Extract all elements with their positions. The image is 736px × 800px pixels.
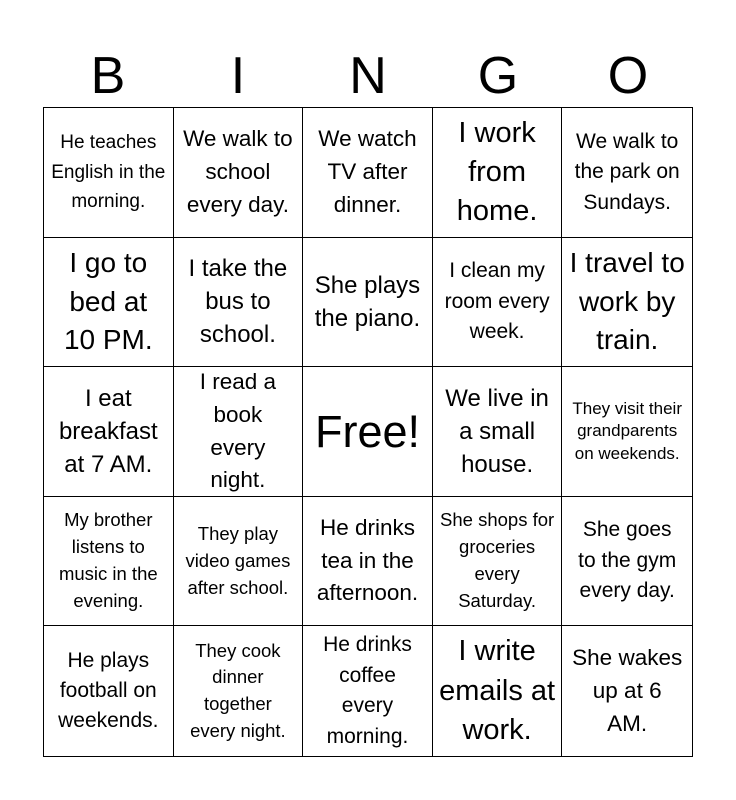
cell-text: We watch TV after dinner. [318, 126, 417, 217]
bingo-cell[interactable] [562, 367, 692, 497]
bingo-board [43, 107, 693, 757]
cell-text: We walk to the park on Sundays. [574, 129, 680, 214]
bingo-cell[interactable] [303, 497, 433, 627]
bingo-cell[interactable] [44, 626, 174, 756]
bingo-cell[interactable] [174, 108, 304, 238]
bingo-header [43, 44, 693, 108]
cell-text: He drinks tea in the afternoon. [316, 515, 419, 606]
bingo-cell[interactable] [433, 367, 563, 497]
header-letter-g: G [477, 47, 519, 105]
bingo-cell[interactable] [44, 497, 174, 627]
cell-text: We live in a small house. [445, 384, 549, 479]
cell-text: I read a book every night. [199, 369, 277, 493]
bingo-cell[interactable] [174, 367, 304, 497]
bingo-cell[interactable] [562, 238, 692, 368]
bingo-cell[interactable] [44, 108, 174, 238]
bingo-cell[interactable] [44, 367, 174, 497]
bingo-cell[interactable] [303, 626, 433, 756]
header-letter-n: N [349, 47, 387, 105]
cell-text: They cook dinner together every night. [190, 639, 286, 741]
bingo-cell[interactable] [562, 497, 692, 627]
bingo-cell[interactable] [303, 238, 433, 368]
cell-text: I work from home. [456, 116, 538, 227]
bingo-cell[interactable] [433, 497, 563, 627]
cell-text: I clean my room every week. [444, 259, 550, 344]
bingo-cell[interactable] [44, 238, 174, 368]
cell-text: He teaches English in the morning. [51, 132, 166, 213]
header-letter-b: B [90, 47, 126, 105]
cell-text: I go to bed at 10 PM. [63, 247, 153, 356]
cell-text: They play video games after school. [185, 522, 291, 598]
cell-text: She plays the piano. [314, 271, 421, 332]
bingo-cell[interactable] [174, 238, 304, 368]
cell-text: He drinks coffee every morning. [323, 633, 412, 748]
free-space-label: Free! [314, 405, 420, 457]
cell-text: I travel to work by train. [569, 247, 685, 356]
bingo-cell[interactable] [562, 626, 692, 756]
bingo-cell[interactable] [174, 497, 304, 627]
cell-text: My brother listens to music in the evening. [58, 509, 158, 611]
bingo-cell[interactable] [433, 238, 563, 368]
cell-text: They visit their grandparents on weekends. [572, 398, 682, 463]
header-letter-i: I [230, 47, 246, 105]
bingo-cell[interactable] [174, 626, 304, 756]
bingo-cell[interactable] [303, 108, 433, 238]
bingo-cell[interactable] [433, 626, 563, 756]
cell-text: I take the bus to school. [188, 255, 288, 349]
bingo-cell[interactable] [562, 108, 692, 238]
cell-text: She wakes up at 6 AM. [572, 645, 683, 736]
cell-text: I eat breakfast at 7 AM. [58, 384, 158, 479]
cell-text: She shops for groceries every Saturday. [440, 509, 555, 611]
cell-text: We walk to school every day. [183, 126, 293, 217]
cell-text: She goes to the gym every day. [578, 518, 677, 603]
bingo-cell[interactable] [433, 108, 563, 238]
cell-text: I write emails at work. [439, 635, 556, 746]
cell-text: He plays football on weekends. [58, 648, 159, 733]
header-letter-o: O [607, 47, 649, 105]
free-space[interactable] [303, 367, 433, 497]
